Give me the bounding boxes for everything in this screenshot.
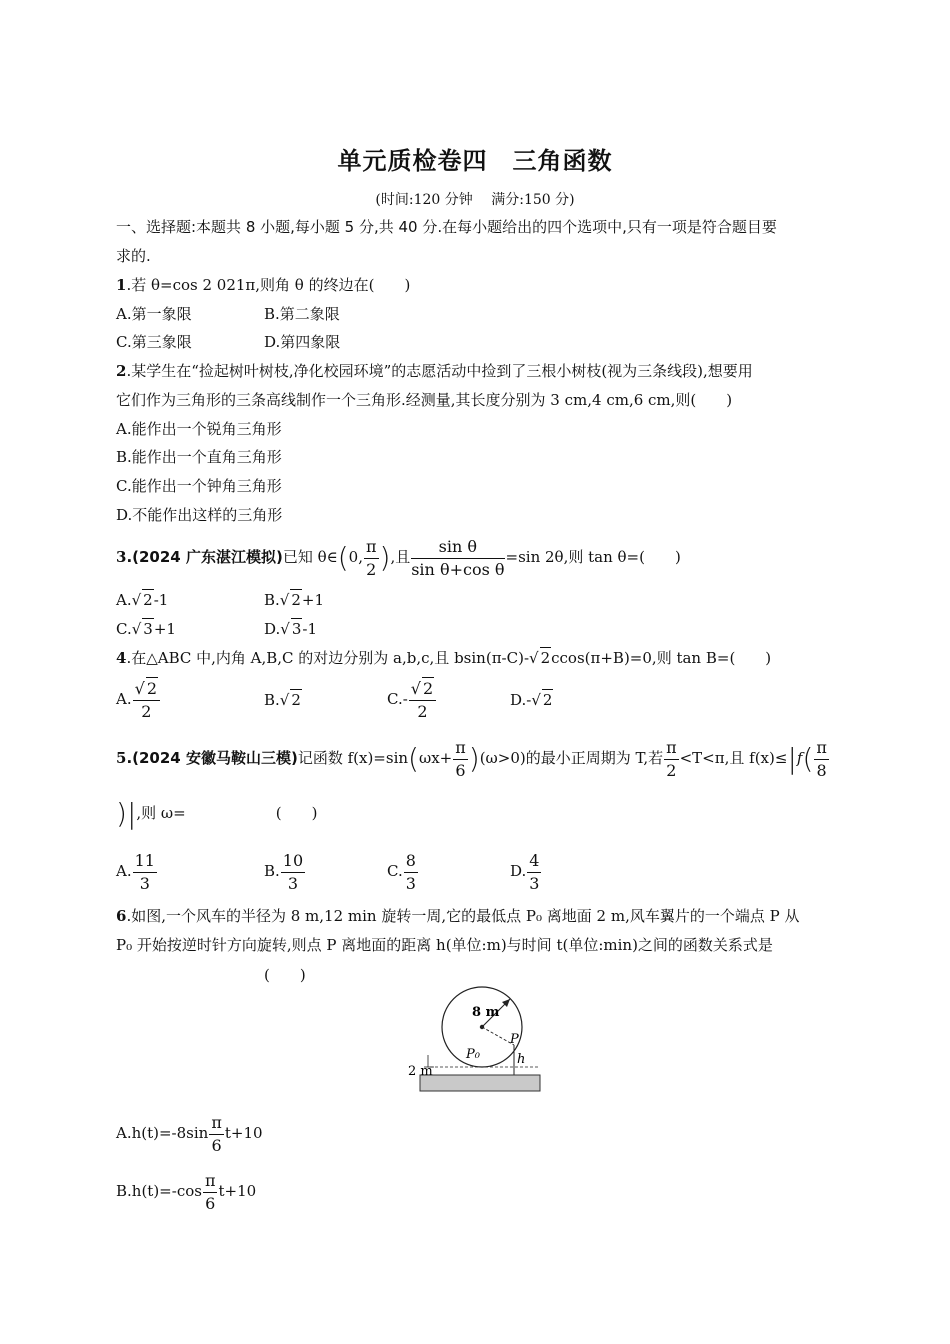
q5-pi: π [453, 737, 468, 760]
q2-option-c[interactable]: C.能作出一个钟角三角形 [116, 477, 282, 495]
label-h: h [517, 1052, 526, 1067]
q3-option-d[interactable]: D.√ 3-1 [264, 620, 317, 638]
q5-b-fraction [281, 850, 305, 895]
q3-b-label: B. [264, 591, 280, 609]
q2-option-d[interactable]: D.不能作出这样的三角形 [116, 506, 283, 524]
q4-option-a[interactable] [116, 676, 161, 723]
q5-text1: 记函数 f(x)=sin [297, 749, 409, 767]
q5-pi2: π [664, 737, 679, 760]
q4-radicand: 2 [540, 649, 551, 667]
q1-number: 1 [116, 276, 127, 294]
q5-text3: <T<π,且 f(x)≤ [679, 749, 788, 767]
q6-text-line1: .如图,一个风车的半径为 8 m,12 min 旋转一周,它的最低点 P₀ 离地面 2 m,风车翼片的一个端点 P 从 [126, 907, 800, 925]
q3-pi: π [364, 536, 379, 559]
label-ground: 2 m [408, 1064, 433, 1079]
q3-d-radicand: 3 [291, 620, 302, 638]
q5-c-num: 8 [404, 850, 418, 873]
q6-stem-line2: P₀ 开始按逆时针方向旋转,则点 P 离地面的距离 h(单位:m)与时间 t(单位:min)之间的函数关系式是 [116, 936, 773, 954]
q2-option-b[interactable]: B.能作出一个直角三角形 [116, 448, 282, 466]
q4-d-radicand: 2 [542, 691, 553, 709]
q4-text1: .在△ABC 中,内角 A,B,C 的对边分别为 a,b,c,且 bsin(π-C)- [126, 649, 530, 667]
left-paren: ( [337, 541, 349, 574]
q3-text2: ,且 [390, 548, 411, 566]
q6-a-fraction [209, 1112, 224, 1157]
q4-option-c[interactable] [387, 676, 437, 723]
label-p: P [510, 1032, 519, 1047]
q5-pi-over-6 [453, 737, 468, 782]
q6-b-tail: t+10 [218, 1182, 257, 1200]
q5-b-num: 10 [281, 850, 305, 873]
q3-b-tail: +1 [301, 591, 325, 609]
q6-b-six: 6 [205, 1193, 216, 1213]
q5-c-fraction [404, 850, 418, 895]
q6-option-a[interactable] [116, 1110, 263, 1157]
q1-option-d[interactable]: D.第四象限 [264, 333, 341, 351]
q2-stem-line1 [116, 361, 753, 381]
q4-a-radicand: 2 [146, 679, 157, 698]
q3-c-label: C. [116, 620, 132, 638]
q6-option-b[interactable] [116, 1168, 256, 1215]
q4-c-radicand: 2 [422, 679, 434, 698]
q5-pi-over-2 [664, 737, 679, 782]
q5-d-fraction [527, 850, 541, 895]
q5-two: 2 [666, 760, 677, 780]
q6-answer-blank: ( ) [264, 966, 306, 984]
q3-a-radicand: 2 [143, 591, 153, 609]
right-paren: ) [468, 742, 480, 775]
q5-d-den: 3 [529, 873, 540, 893]
label-radius: 8 m [472, 1005, 500, 1020]
q3-pi-over-2 [364, 536, 379, 581]
left-paren: ( [408, 742, 419, 775]
q5-option-c[interactable] [387, 848, 419, 895]
q3-denominator: sin θ+cos θ [411, 559, 505, 579]
q1-text: .若 θ=cos 2 021π,则角 θ 的终边在( ) [126, 276, 411, 294]
q5-d-num: 4 [527, 850, 541, 873]
q4-b-radicand: 2 [291, 691, 301, 709]
q5-b-den: 3 [287, 873, 299, 893]
q3-stem [116, 535, 681, 581]
q4-option-d[interactable]: D.-√ 2 [510, 691, 553, 709]
q5-a-fraction [133, 850, 157, 895]
section-heading-line1: 一、选择题:本题共 8 小题,每小题 5 分,共 40 分.在每小题给出的四个选项中,只有一项是符合题目要 [116, 218, 777, 236]
q4-c-label: C.- [387, 690, 408, 708]
q5-c-den: 3 [405, 873, 416, 893]
q5-stem-cont [116, 798, 317, 829]
q6-a-pre: A.h(t)=-8sin [116, 1124, 209, 1142]
q2-text-line1: .某学生在“捡起树叶树枝,净化校园环境”的志愿活动中捡到了三根小树枝(视为三条线段),想要用 [126, 362, 753, 380]
q5-pi3: π [814, 737, 829, 760]
q5-eight: 8 [816, 760, 827, 780]
windmill-figure [400, 985, 550, 1095]
q5-text2: (ω>0)的最小正周期为 T,若 [479, 749, 664, 767]
q3-c-radicand: 3 [143, 620, 153, 638]
q6-a-tail: t+10 [224, 1124, 263, 1142]
q5-option-d[interactable] [510, 848, 542, 895]
q1-option-b[interactable]: B.第二象限 [264, 305, 340, 323]
q4-text2: ccos(π+B)=0,则 tan B=( ) [551, 649, 772, 667]
q4-c-fraction [409, 677, 436, 723]
q2-option-a[interactable]: A.能作出一个锐角三角形 [116, 420, 282, 438]
q2-stem-line2: 它们作为三角形的三条高线制作一个三角形.经测量,其长度分别为 3 cm,4 cm,6 cm,则( ) [116, 391, 733, 409]
page-subtitle: (时间:120 分钟 满分:150 分) [375, 192, 575, 208]
q6-b-pre: B.h(t)=-cos [116, 1182, 202, 1200]
abs-bar: | [126, 797, 137, 830]
page-title: 单元质检卷四 三角函数 [337, 147, 613, 175]
right-paren: ) [379, 541, 391, 574]
q1-option-c[interactable]: C.第三象限 [116, 333, 192, 351]
ground-block [420, 1075, 540, 1091]
q3-numerator: sin θ [411, 536, 504, 559]
q5-f: f [796, 749, 803, 767]
q3-a-tail: -1 [153, 591, 169, 609]
q3-option-c[interactable]: C.√ 3+1 [116, 620, 176, 638]
q4-b-label: B. [264, 691, 280, 709]
q1-option-a[interactable]: A.第一象限 [116, 305, 192, 323]
q4-number: 4 [116, 649, 127, 667]
q5-d-label: D. [510, 862, 527, 880]
q4-c-numerator: √ 2 [409, 677, 436, 701]
q3-option-b[interactable]: B.√ 2+1 [264, 591, 325, 609]
right-paren: ) [116, 797, 127, 830]
left-paren: ( [802, 742, 814, 775]
q3-b-radicand: 2 [291, 591, 301, 609]
q3-source: .(2024 广东湛江模拟) [126, 548, 283, 566]
q5-stem [116, 735, 830, 782]
q5-number: 5 [116, 749, 127, 767]
q6-b-fraction [203, 1170, 218, 1215]
q3-number: 3 [116, 548, 127, 566]
q2-number: 2 [116, 362, 127, 380]
q5-pi-over-8 [814, 737, 829, 782]
abs-bar: | [787, 742, 797, 775]
q5-c-label: C. [387, 862, 403, 880]
q6-b-pi: π [203, 1170, 218, 1193]
q4-d-label: D.- [510, 691, 532, 709]
q4-a-fraction [133, 677, 160, 723]
q5-option-a[interactable] [116, 848, 158, 895]
q3-fraction [411, 536, 504, 581]
q3-option-a[interactable]: A.√ 2-1 [116, 591, 169, 609]
q5-a-num: 11 [133, 850, 157, 873]
q4-a-label: A. [116, 690, 132, 708]
q3-text3: =sin 2θ,则 tan θ=( ) [505, 548, 681, 566]
q3-text1: 已知 θ∈ [282, 548, 338, 566]
q4-option-b[interactable]: B.√ 2 [264, 691, 301, 709]
q6-a-pi: π [209, 1112, 224, 1135]
q5-option-b[interactable] [264, 848, 306, 895]
q5-text4: ,则 ω= ( ) [136, 804, 318, 822]
section-heading-line2: 求的. [116, 247, 151, 265]
q4-a-numerator: √ 2 [133, 677, 160, 701]
q5-a-label: A. [116, 862, 132, 880]
q5-six: 6 [455, 760, 466, 780]
q5-b-label: B. [264, 862, 280, 880]
q3-d-label: D. [264, 620, 281, 638]
q6-stem-line1 [116, 906, 799, 926]
q3-d-tail: -1 [302, 620, 317, 638]
q5-a-den: 3 [139, 873, 150, 893]
q3-c-tail: +1 [153, 620, 176, 638]
q3-a-label: A. [116, 591, 132, 609]
q5-arg: ωx+ [418, 749, 453, 767]
q6-a-six: 6 [211, 1135, 222, 1155]
q5-source: .(2024 安徽马鞍山三模) [126, 749, 298, 767]
q4-a-denominator: 2 [141, 702, 152, 721]
q3-interval-lo: 0, [348, 548, 363, 566]
label-p0: P₀ [466, 1047, 480, 1062]
q4-c-denominator: 2 [417, 702, 428, 721]
q3-two: 2 [366, 559, 377, 579]
q6-number: 6 [116, 907, 127, 925]
q4-stem: 4.在△ABC 中,内角 A,B,C 的对边分别为 a,b,c,且 bsin(π-C)-√ 2ccos(π+B)=0,则 tan B=( ) [116, 649, 772, 667]
q1-stem [116, 275, 410, 295]
